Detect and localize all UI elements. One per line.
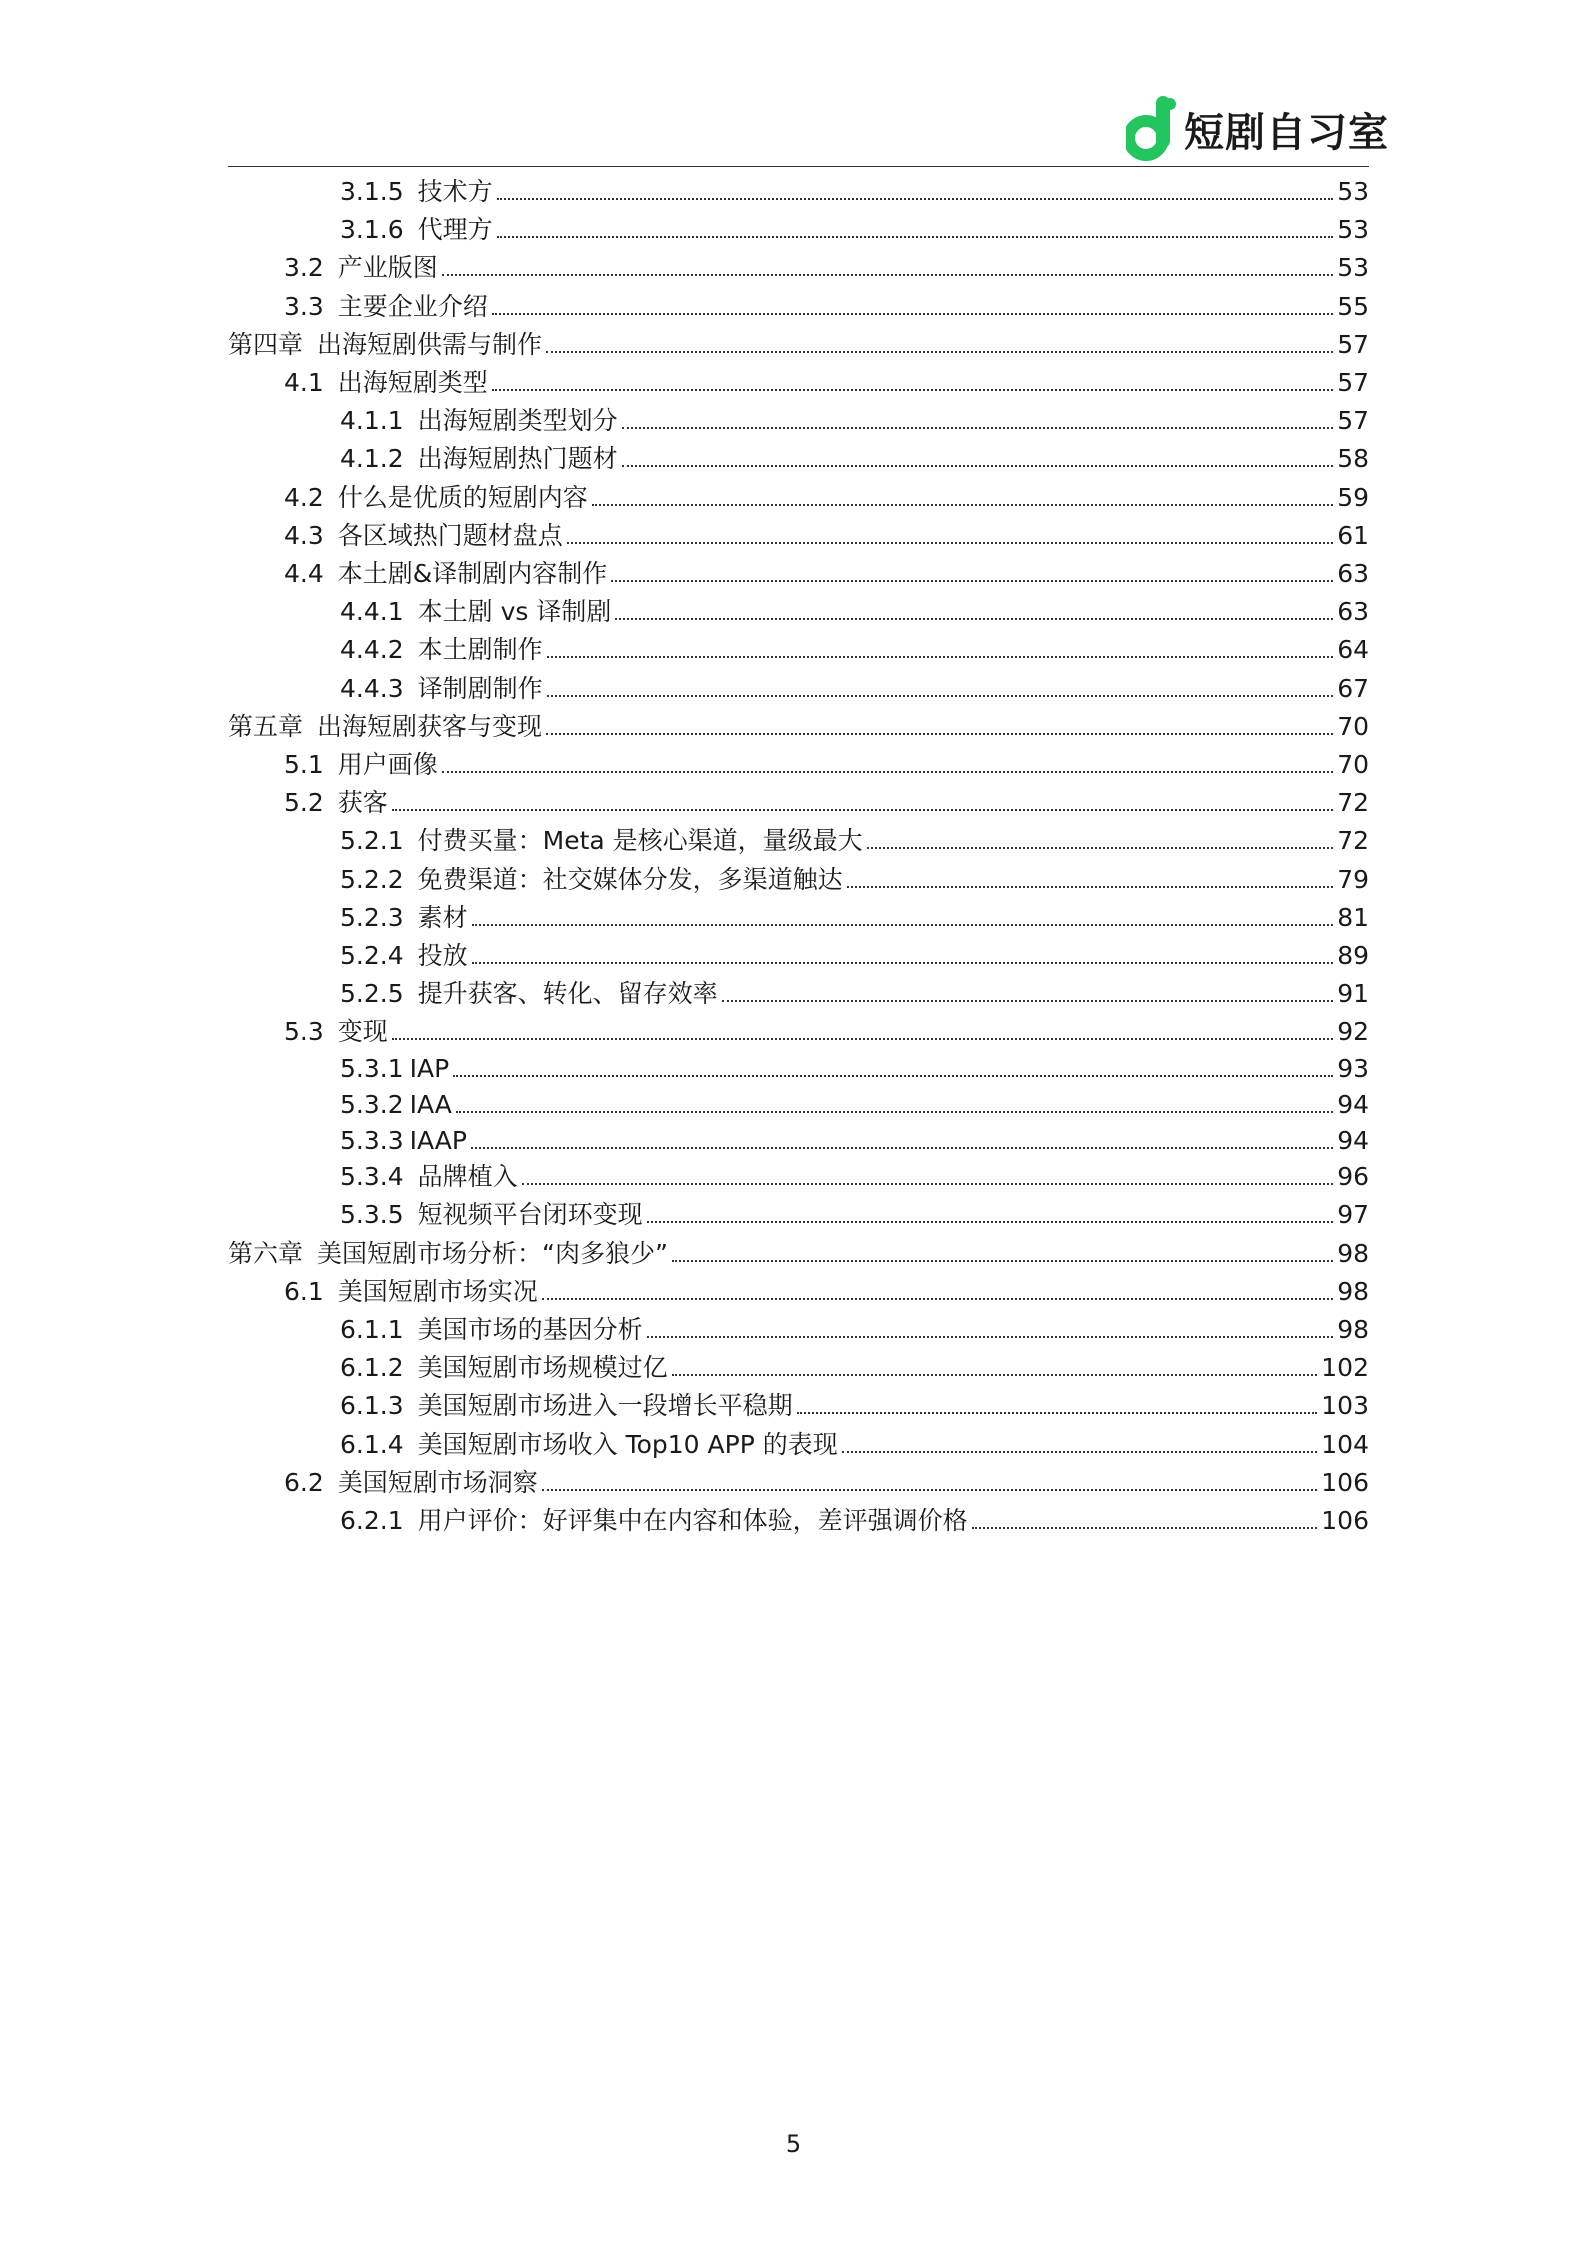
- toc-dot-leader: [672, 1374, 1318, 1376]
- toc-dot-leader: [547, 656, 1334, 658]
- toc-entry-number: 6.2: [284, 1468, 324, 1497]
- toc-entry-page: 96: [1337, 1162, 1369, 1191]
- toc-entry[interactable]: [284, 1008, 1369, 1048]
- toc-entry-page: 57: [1337, 330, 1369, 359]
- toc-dot-leader: [497, 236, 1334, 238]
- toc-entry-number: 5.2: [284, 788, 324, 817]
- toc-entry[interactable]: [284, 550, 1369, 590]
- toc-dot-leader: [442, 771, 1333, 773]
- toc-entry[interactable]: [340, 588, 1369, 628]
- toc-entry[interactable]: [340, 397, 1369, 437]
- toc-entry-title: 付费买量：Meta 是核心渠道，量级最大: [417, 826, 863, 855]
- toc-entry-number: 5.3.5: [340, 1200, 404, 1229]
- toc-entry-number: 4.1.2: [340, 444, 404, 473]
- toc-entry-page: 93: [1337, 1054, 1369, 1083]
- toc-entry-title: IAA: [409, 1090, 452, 1119]
- toc-entry[interactable]: [340, 932, 1369, 972]
- toc-entry-number: 6.1.2: [340, 1353, 404, 1382]
- toc-entry-page: 64: [1337, 635, 1369, 664]
- toc-entry-page: 106: [1321, 1468, 1369, 1497]
- toc-entry[interactable]: [340, 435, 1369, 475]
- toc-dot-leader: [472, 924, 1334, 926]
- toc-dot-leader: [392, 1038, 1333, 1040]
- toc-entry[interactable]: [284, 1459, 1369, 1499]
- toc-entry-number: 4.4: [284, 559, 324, 588]
- toc-dot-leader: [647, 1221, 1334, 1223]
- toc-entry[interactable]: [340, 817, 1369, 857]
- toc-entry-title: 出海短剧类型划分: [417, 406, 618, 435]
- toc-entry-title: 投放: [417, 941, 468, 970]
- toc-entry-title: 出海短剧获客与变现: [317, 712, 543, 741]
- toc-entry-number: 5.1: [284, 750, 324, 779]
- toc-dot-leader: [472, 962, 1334, 964]
- toc-entry-title: 美国短剧市场规模过亿: [417, 1353, 668, 1382]
- page-number: 5: [785, 2130, 802, 2158]
- brand-logo-icon: [1126, 94, 1178, 164]
- toc-dot-leader: [622, 427, 1334, 429]
- toc-entry-page: 97: [1337, 1200, 1369, 1229]
- toc-entry-title: 美国短剧市场分析：“肉多狼少”: [317, 1239, 668, 1268]
- toc-entry[interactable]: [340, 1344, 1369, 1384]
- toc-entry-number: 4.3: [284, 521, 324, 550]
- toc-entry-page: 102: [1321, 1353, 1369, 1382]
- toc-dot-leader: [456, 1111, 1333, 1113]
- toc-entry-page: 55: [1337, 292, 1369, 321]
- toc-entry-number: 5.2.2: [340, 865, 404, 894]
- toc-dot-leader: [672, 1260, 1333, 1262]
- toc-dot-leader: [442, 274, 1333, 276]
- header-divider: [228, 166, 1369, 167]
- toc-entry-title: 本土剧&译制剧内容制作: [337, 559, 608, 588]
- toc-entry[interactable]: [340, 626, 1369, 666]
- toc-entry-number: 4.4.2: [340, 635, 404, 664]
- toc-dot-leader: [847, 886, 1334, 888]
- toc-entry-number: 6.1.4: [340, 1430, 404, 1459]
- toc-entry-number: 4.2: [284, 483, 324, 512]
- toc-entry-page: 94: [1337, 1090, 1369, 1119]
- toc-entry-number: 5.3.1: [340, 1054, 404, 1083]
- toc-dot-leader: [522, 1183, 1334, 1185]
- toc-entry[interactable]: [284, 359, 1369, 399]
- toc-entry-title: 译制剧制作: [417, 674, 543, 703]
- toc-entry-title: 品牌植入: [417, 1162, 518, 1191]
- toc-entry-number: 4.4.3: [340, 674, 404, 703]
- toc-entry-page: 89: [1337, 941, 1369, 970]
- toc-entry-page: 70: [1337, 750, 1369, 779]
- toc-entry-page: 81: [1337, 903, 1369, 932]
- toc-dot-leader: [547, 695, 1334, 697]
- toc-entry[interactable]: [340, 856, 1369, 896]
- toc-entry[interactable]: [340, 665, 1369, 705]
- toc-entry[interactable]: [284, 283, 1369, 323]
- toc-entry-number: 6.1.1: [340, 1315, 404, 1344]
- toc-entry[interactable]: [340, 1382, 1369, 1422]
- toc-entry-number: 5.2.4: [340, 941, 404, 970]
- toc-entry-title: 美国市场的基因分析: [417, 1315, 643, 1344]
- toc-dot-leader: [392, 809, 1333, 811]
- toc-entry-page: 67: [1337, 674, 1369, 703]
- toc-entry-page: 98: [1337, 1277, 1369, 1306]
- toc-entry-title: 美国短剧市场收入 Top10 APP 的表现: [417, 1430, 838, 1459]
- toc-entry[interactable]: [284, 244, 1369, 284]
- toc-entry-number: 5.2.1: [340, 826, 404, 855]
- toc-dot-leader: [546, 733, 1333, 735]
- toc-entry-title: 技术方: [417, 177, 493, 206]
- toc-entry[interactable]: [340, 1045, 1369, 1085]
- toc-entry-number: 5.2.5: [340, 979, 404, 1008]
- toc-entry-page: 70: [1337, 712, 1369, 741]
- toc-entry-number: 5.2.3: [340, 903, 404, 932]
- toc-entry[interactable]: [340, 970, 1369, 1010]
- toc-entry-number: 3.2: [284, 253, 324, 282]
- toc-entry-page: 61: [1337, 521, 1369, 550]
- toc-entry-title: 主要企业介绍: [337, 292, 488, 321]
- toc-entry-page: 57: [1337, 406, 1369, 435]
- toc-entry[interactable]: [340, 168, 1369, 208]
- toc-entry-title: 代理方: [417, 215, 493, 244]
- toc-entry-page: 63: [1337, 559, 1369, 588]
- toc-entry-number: 6.1: [284, 1277, 324, 1306]
- toc-entry-title: IAP: [409, 1054, 450, 1083]
- toc-dot-leader: [722, 1000, 1334, 1002]
- toc-entry-page: 106: [1321, 1506, 1369, 1535]
- toc-entry-page: 53: [1337, 215, 1369, 244]
- toc-entry-title: 什么是优质的短剧内容: [337, 483, 588, 512]
- toc-entry-number: 3.1.6: [340, 215, 404, 244]
- toc-entry-page: 72: [1337, 788, 1369, 817]
- toc-entry-title: 各区域热门题材盘点: [337, 521, 563, 550]
- toc-entry-page: 58: [1337, 444, 1369, 473]
- toc-entry-title: 提升获客、转化、留存效率: [417, 979, 718, 1008]
- toc-entry-number: 5.3.4: [340, 1162, 404, 1191]
- toc-dot-leader: [453, 1075, 1333, 1077]
- toc-entry-page: 104: [1321, 1430, 1369, 1459]
- toc-dot-leader: [797, 1412, 1318, 1414]
- toc-dot-leader: [471, 1147, 1333, 1149]
- toc-entry-title: 获客: [337, 788, 388, 817]
- toc-entry-title: 免费渠道：社交媒体分发，多渠道触达: [417, 865, 843, 894]
- toc-entry[interactable]: [340, 1081, 1369, 1121]
- toc-entry-number: 4.4.1: [340, 597, 404, 626]
- toc-entry[interactable]: [340, 1117, 1369, 1157]
- toc-entry-title: 美国短剧市场进入一段增长平稳期: [417, 1391, 793, 1420]
- toc-entry-title: 素材: [417, 903, 468, 932]
- toc-entry[interactable]: [284, 474, 1369, 514]
- toc-entry-page: 63: [1337, 597, 1369, 626]
- toc-dot-leader: [972, 1527, 1318, 1529]
- toc-entry-page: 53: [1337, 253, 1369, 282]
- toc-entry-number: 4.1.1: [340, 406, 404, 435]
- toc-entry-page: 92: [1337, 1017, 1369, 1046]
- toc-dot-leader: [622, 465, 1334, 467]
- toc-dot-leader: [492, 389, 1333, 391]
- toc-entry[interactable]: [228, 321, 1369, 361]
- toc-entry-number: 6.2.1: [340, 1506, 404, 1535]
- toc-dot-leader: [592, 504, 1333, 506]
- toc-dot-leader: [497, 198, 1334, 200]
- toc-dot-leader: [867, 847, 1334, 849]
- brand-logo-text: 短剧自习室: [1184, 109, 1389, 156]
- toc-entry-title: 本土剧制作: [417, 635, 543, 664]
- toc-entry-page: 79: [1337, 865, 1369, 894]
- toc-entry-number: 第四章: [228, 330, 304, 359]
- toc-entry-title: 短视频平台闭环变现: [417, 1200, 643, 1229]
- toc-entry[interactable]: [340, 1497, 1369, 1537]
- toc-entry-title: 变现: [337, 1017, 388, 1046]
- toc-entry-title: 产业版图: [337, 253, 438, 282]
- toc-entry-title: 美国短剧市场实况: [337, 1277, 538, 1306]
- toc-entry[interactable]: [228, 703, 1369, 743]
- toc-dot-leader: [611, 580, 1333, 582]
- brand-logo: [1126, 94, 1389, 164]
- toc-dot-leader: [492, 313, 1333, 315]
- toc-entry-page: 72: [1337, 826, 1369, 855]
- toc-entry[interactable]: [340, 1153, 1369, 1193]
- toc-dot-leader: [542, 1298, 1333, 1300]
- toc-entry-page: 59: [1337, 483, 1369, 512]
- toc-entry[interactable]: [284, 1268, 1369, 1308]
- toc-dot-leader: [546, 351, 1333, 353]
- toc-entry-page: 57: [1337, 368, 1369, 397]
- toc-dot-leader: [842, 1451, 1318, 1453]
- toc-entry-title: 美国短剧市场洞察: [337, 1468, 538, 1497]
- toc-entry-number: 第五章: [228, 712, 304, 741]
- toc-entry-page: 94: [1337, 1126, 1369, 1155]
- toc-entry-number: 6.1.3: [340, 1391, 404, 1420]
- toc-entry-title: IAAP: [409, 1126, 467, 1155]
- toc-entry[interactable]: [284, 779, 1369, 819]
- toc-entry-page: 98: [1337, 1315, 1369, 1344]
- toc-entry-title: 本土剧 vs 译制剧: [417, 597, 612, 626]
- toc-dot-leader: [567, 542, 1333, 544]
- toc-entry-title: 出海短剧类型: [337, 368, 488, 397]
- toc-entry-number: 3.1.5: [340, 177, 404, 206]
- toc-entry-number: 3.3: [284, 292, 324, 321]
- toc-entry-number: 第六章: [228, 1239, 304, 1268]
- toc-entry[interactable]: [340, 1421, 1369, 1461]
- toc-entry-page: 53: [1337, 177, 1369, 206]
- toc-entry-number: 4.1: [284, 368, 324, 397]
- toc-entry-title: 用户画像: [337, 750, 438, 779]
- toc-entry[interactable]: [284, 512, 1369, 552]
- toc-entry-title: 出海短剧热门题材: [417, 444, 618, 473]
- toc-entry-number: 5.3.2: [340, 1090, 404, 1119]
- toc-entry[interactable]: [340, 206, 1369, 246]
- toc-entry[interactable]: [340, 1306, 1369, 1346]
- toc-dot-leader: [615, 618, 1333, 620]
- toc-entry-page: 91: [1337, 979, 1369, 1008]
- toc-entry[interactable]: [228, 1230, 1369, 1270]
- toc-entry-page: 103: [1321, 1391, 1369, 1420]
- toc-dot-leader: [542, 1489, 1318, 1491]
- toc-entry-page: 98: [1337, 1239, 1369, 1268]
- toc-entry-title: 用户评价：好评集中在内容和体验，差评强调价格: [417, 1506, 968, 1535]
- toc-entry-number: 5.3: [284, 1017, 324, 1046]
- toc-dot-leader: [647, 1336, 1334, 1338]
- toc-entry[interactable]: [284, 741, 1369, 781]
- toc-entry[interactable]: [340, 894, 1369, 934]
- toc-entry-number: 5.3.3: [340, 1126, 404, 1155]
- toc-entry-title: 出海短剧供需与制作: [317, 330, 543, 359]
- toc-entry[interactable]: [340, 1191, 1369, 1231]
